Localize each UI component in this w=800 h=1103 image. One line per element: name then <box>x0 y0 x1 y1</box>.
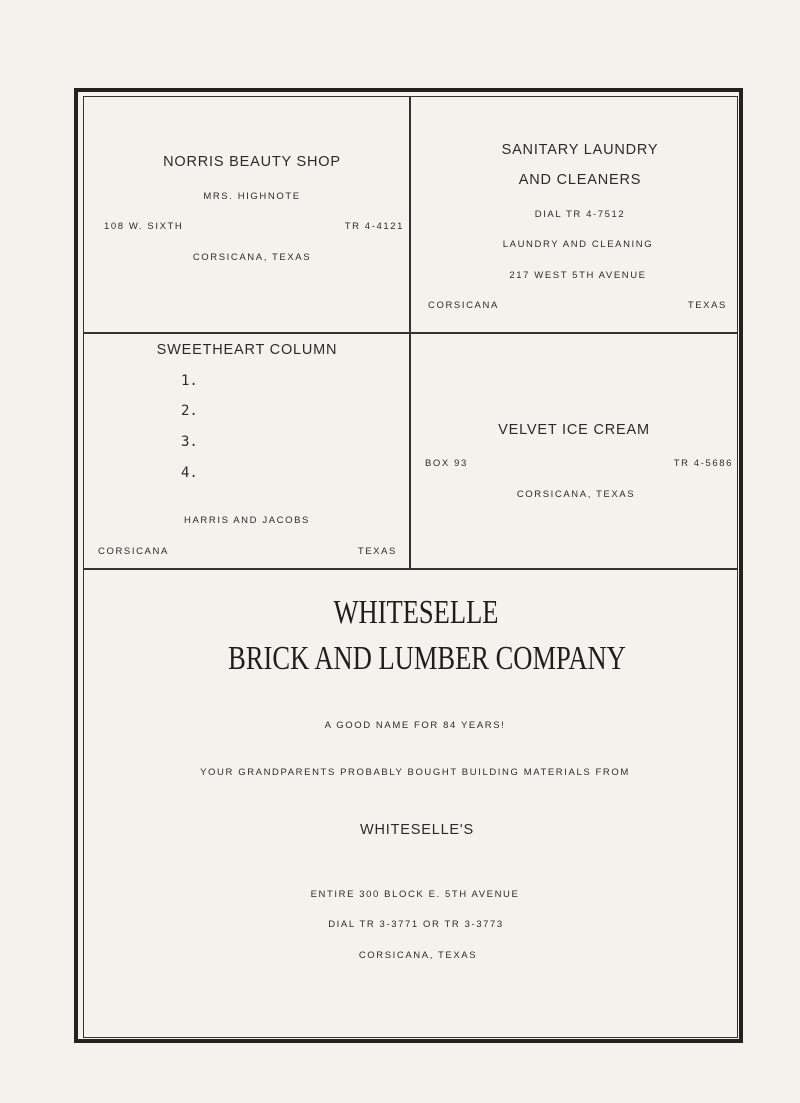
list-item: 3. <box>181 434 198 450</box>
ad-company-name: WHITESELLE'S <box>360 822 474 838</box>
row-divider-bottom <box>83 568 738 570</box>
ad-city: CORSICANA, TEXAS <box>516 489 636 500</box>
ad-city: CORSICANA <box>428 300 499 311</box>
ad-box: BOX 93 <box>425 458 468 469</box>
ad-state: TEXAS <box>687 300 727 311</box>
ad-tagline: YOUR GRANDPARENTS PROBABLY BOUGHT BUILDING MATERIALS FROM <box>200 767 630 778</box>
ad-title: VELVET ICE CREAM <box>498 422 650 438</box>
ad-sponsor: HARRIS AND JACOBS <box>184 515 310 526</box>
ad-slogan: A GOOD NAME FOR 84 YEARS! <box>324 720 506 731</box>
ad-phone: TR 4-4121 <box>344 221 404 232</box>
ad-city: CORSICANA, TEXAS <box>192 252 312 263</box>
ad-title: SWEETHEART COLUMN <box>156 342 338 358</box>
ad-phone: TR 4-5686 <box>673 458 733 469</box>
ad-title-line2: AND CLEANERS <box>518 172 642 188</box>
row-divider-top <box>83 332 738 334</box>
ad-dial: DIAL TR 3-3771 OR TR 3-3773 <box>328 919 504 930</box>
ad-title-line1: SANITARY LAUNDRY <box>501 142 659 158</box>
ad-address: 108 W. SIXTH <box>104 221 184 232</box>
ad-services: LAUNDRY AND CLEANING <box>502 239 654 250</box>
ad-address: ENTIRE 300 BLOCK E. 5TH AVENUE <box>310 889 520 900</box>
list-item: 2. <box>181 403 198 419</box>
ad-title-line1: WHITESELLE <box>333 594 499 631</box>
list-item: 1. <box>181 373 198 389</box>
ad-city: CORSICANA <box>98 546 169 557</box>
ad-dial: DIAL TR 4-7512 <box>534 209 626 220</box>
ad-address: 217 WEST 5TH AVENUE <box>509 270 647 281</box>
ad-city: CORSICANA, TEXAS <box>358 950 478 961</box>
ad-title-line2: BRICK AND LUMBER COMPANY <box>228 640 626 677</box>
ad-owner: MRS. HIGHNOTE <box>203 191 301 202</box>
list-item: 4. <box>181 465 198 481</box>
ad-title: NORRIS BEAUTY SHOP <box>163 154 341 170</box>
ad-state: TEXAS <box>357 546 397 557</box>
